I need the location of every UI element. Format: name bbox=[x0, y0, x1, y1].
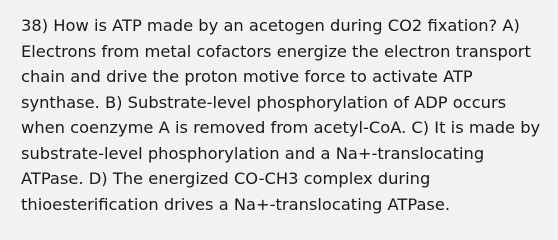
question-text: 38) How is ATP made by an acetogen during CO2 fixation? A) Electrons from metal cofactors energize the electron transport chain and drive the proton motive force to activate ATP synthase. B) Substrate-level phosphorylation of ADP occurs when coenzyme A is removed from acetyl-CoA. C) It is made by substrate-level phosphorylation and a Na+-translocating ATPase. D) The energized CO-CH3 complex during thioesterification drives a Na+-translocating ATPase. bbox=[21, 16, 541, 214]
